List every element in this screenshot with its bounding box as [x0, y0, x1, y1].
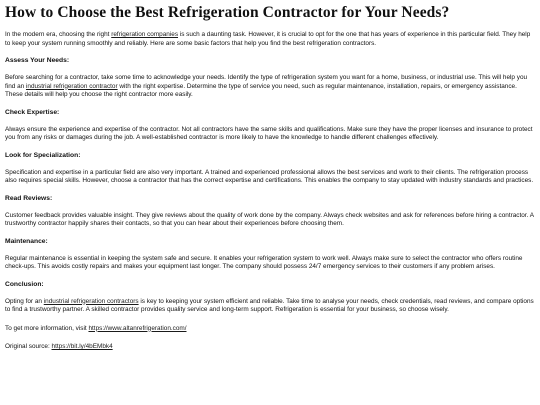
section-paragraph-conclusion	[5, 298, 535, 315]
intro-paragraph	[5, 31, 535, 48]
section-paragraph-assess-needs	[5, 74, 535, 100]
section-paragraph-specialization: Specification and expertise in a particular field are also very important. A trained and experienced professional allows the best services and work to their clients. The refrigeration process also requires special skills. However, choose a contractor that has the correct expertise and certifications. This enables the company to stay updated with industry standards and practices.	[5, 168, 534, 184]
section-paragraph-check-expertise: Always ensure the experience and expertise of the contractor. Not all contractors have the same skills and qualifications. Make sure they have the proper licenses and insurance to protect you from any risks or damages during the job. A well-established contractor is more likely to have the knowledge to handle different challenges effectively.	[5, 125, 533, 141]
intro-text-end: is such a daunting task. However, it is crucial to opt for the one that has years of experience in this particular field. They help to keep your system running smoothly and reliably. Here are some basic factors that help you find the best refrigeration contractors.	[5, 31, 531, 47]
source-label: Original source:	[5, 343, 52, 350]
original-source-link[interactable]: https://bit.ly/4bEMbk4	[51, 343, 113, 350]
more-info-line	[5, 325, 535, 334]
industrial-refrigeration-contractors-link[interactable]: industrial refrigeration contractors	[43, 297, 139, 305]
section-paragraph-maintenance: Regular maintenance is essential in keeping the system safe and secure. It enables your refrigeration system to work well. Always make sure to select the contractor who offers routine check-ups. This avoids costly repairs and makes your equipment last longer. The company should possess 24/7 emergency services to their customers if any problem arises.	[5, 254, 523, 270]
section-heading-read-reviews: Read Reviews:	[5, 194, 53, 202]
page-title: How to Choose the Best Refrigeration Contractor for Your Needs?	[5, 4, 450, 21]
refrigeration-companies-link[interactable]: refrigeration companies	[111, 31, 179, 38]
original-source-line	[5, 343, 535, 352]
conclusion-text-start: Opting for an	[5, 297, 44, 305]
website-link[interactable]: https://www.altanrefrigeration.com/	[88, 324, 187, 332]
more-info-text: To get more information, visit	[5, 324, 89, 332]
section-paragraph-read-reviews: Customer feedback provides valuable insight. They give reviews about the quality of work done by the company. Always check websites and ask for references before hiring a contractor. A trustworthy contractor happily shares their contacts, so that you can hear about their experiences before choosing them.	[5, 211, 534, 227]
assess-text-start: Before searching for a contractor, take some time to acknowledge your needs. Identify the type of refrigeration system you want for a home, business, or industrial use. This will help you find an	[5, 74, 528, 90]
intro-text-start: In the modern era, choosing the right	[5, 31, 112, 38]
section-heading-conclusion: Conclusion:	[5, 280, 44, 288]
section-heading-check-expertise: Check Expertise:	[5, 108, 60, 116]
section-heading-assess-needs: Assess Your Needs:	[5, 57, 70, 64]
conclusion-text-end: is key to keeping your system efficient and reliable. Take time to analyse your needs, check credentials, read reviews, and compare options to find a trustworthy partner. A skilled contractor provides quality service and long-term support. Refrigeration is essential for your business, so choose wisely.	[5, 297, 534, 313]
section-heading-specialization: Look for Specialization:	[5, 151, 81, 159]
section-heading-maintenance: Maintenance:	[5, 237, 48, 245]
industrial-refrigeration-contractor-link[interactable]: industrial refrigeration contractor	[25, 82, 118, 90]
assess-text-end: with the right expertise. Determine the type of service you need, such as regular maintenance, installation, repairs, or emergency assistance. These details will help you choose the right contractor more easily.	[5, 82, 517, 98]
